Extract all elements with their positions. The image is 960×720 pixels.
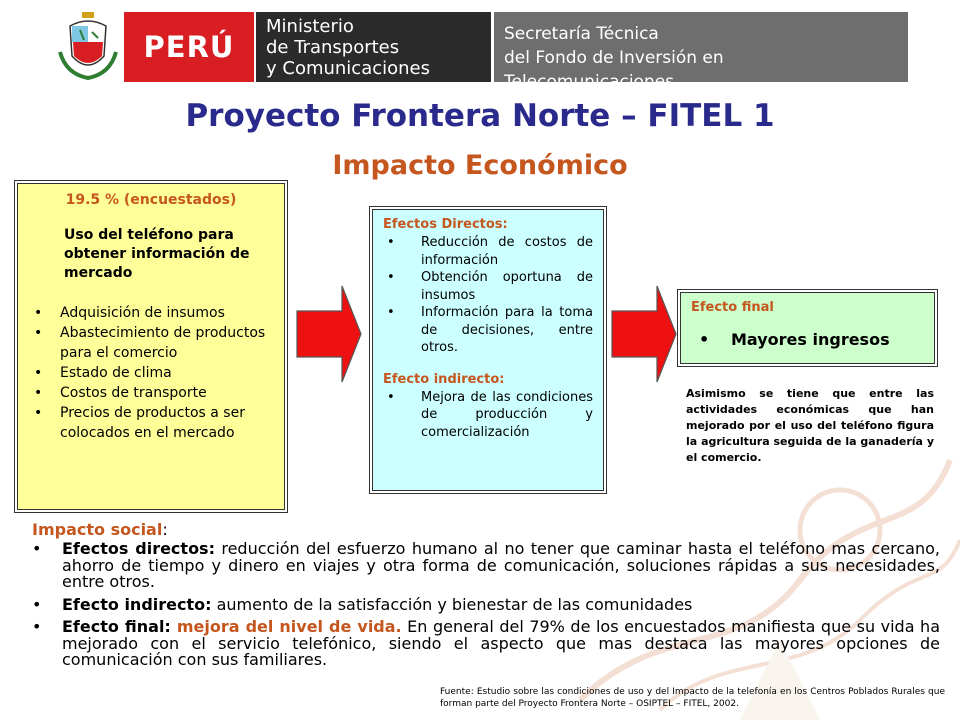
source-note: Fuente: Estudio sobre las condiciones de uso y del Impacto de la telefonía en los Centros Poblados Rurales que forman parte del Proyecto Frontera Norte – OSIPTEL – FITEL, 2002. [440, 687, 945, 709]
list-item: • Reducción de costos de información [383, 234, 593, 269]
page-subtitle: Impacto Económico [332, 150, 628, 181]
secretaria-line: Secretaría Técnica [504, 24, 659, 44]
box1-heading: 19.5 % (encuestados) [65, 192, 237, 208]
box1-list [28, 303, 274, 443]
list-item: • Adquisición de insumos [28, 303, 274, 323]
coat-of-arms-icon [58, 12, 118, 82]
ministry-line: de Transportes [266, 37, 400, 58]
arrow-right-icon [611, 285, 677, 383]
list-item: • Información para la toma de decisiones, entre otros. [383, 304, 593, 357]
social-impact-colon: : [162, 520, 168, 539]
final-effect-item: • Mayores ingresos [691, 330, 924, 349]
list-item [32, 594, 940, 614]
header-banner [58, 10, 908, 92]
item-label: Efecto final: [62, 617, 171, 636]
final-effect-heading: Efecto final [691, 300, 774, 315]
box1-subheading: Uso del teléfono para obtener información de mercado [64, 227, 250, 281]
social-impact-heading [32, 520, 168, 539]
secretaria-name [494, 12, 908, 92]
arrow-right-icon [296, 285, 362, 383]
page-title: Proyecto Frontera Norte – FITEL 1 [185, 98, 775, 134]
item-label: Efecto indirecto: [62, 594, 212, 614]
item-text: reducción del esfuerzo humano al no tener que caminar hasta el teléfono mas cercano, ahorro de tiempo y dinero en viajes y otra forma de comunicación, soluciones rápidas a sus necesidades, entre otros. [62, 539, 941, 591]
list-item: • Obtención oportuna de insumos [383, 269, 593, 304]
ministry-line: y Comunicaciones [266, 58, 431, 79]
item-label: Efectos directos: [62, 539, 215, 558]
indirect-effects-list [383, 389, 593, 442]
effects-box [372, 209, 604, 491]
peru-logo: PERÚ [124, 12, 254, 82]
list-item [32, 541, 940, 591]
ministry-name [256, 12, 491, 82]
indirect-effect-heading: Efecto indirecto: [383, 371, 505, 387]
direct-effects-list [383, 234, 593, 357]
list-item: • Abastecimiento de productos para el comercio [28, 323, 274, 363]
social-impact-title: Impacto social [32, 520, 163, 539]
market-info-box [17, 183, 285, 510]
list-item: • Mejora de las condiciones de producción y comercialización [383, 389, 593, 442]
list-item [32, 619, 940, 669]
economic-note: Asimismo se tiene que entre las actividades económicas que han mejorado por el uso del teléfono figura la agricultura seguida de la ganadería y el comercio. [686, 387, 934, 464]
final-effect-box [680, 292, 935, 364]
list-item: • Precios de productos a ser colocados en el mercado [28, 403, 274, 443]
direct-effects-heading: Efectos Directos: [383, 217, 508, 232]
item-highlight: mejora del nivel de vida. [170, 617, 402, 636]
ministry-line: Ministerio [266, 16, 354, 37]
secretaria-line: del Fondo de Inversión en Telecomunicaciones [504, 48, 724, 92]
list-item: • Estado de clima [28, 363, 274, 383]
list-item: • Costos de transporte [28, 383, 274, 403]
item-text: En general del 79% de los encuestados manifiesta que su vida ha mejorado con el servicio telefónico, siendo el aspecto que mas destaca las mayores opciones de comunicación con sus familiares. [62, 617, 941, 669]
item-text: aumento de la satisfacción y bienestar de las comunidades [211, 594, 693, 614]
social-impact-list [32, 541, 940, 675]
